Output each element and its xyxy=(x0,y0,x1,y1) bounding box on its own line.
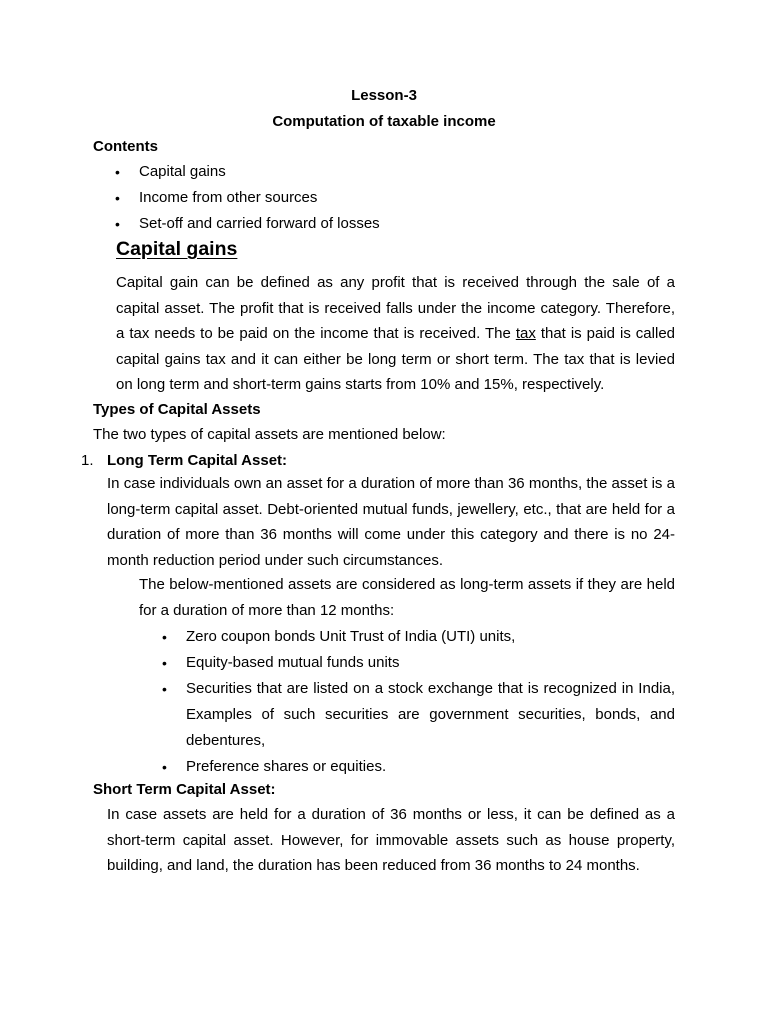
capital-gains-paragraph xyxy=(116,270,675,398)
capital-gains-text-2: that is paid is called capital gains tax and it can either be long term or short term. The tax that is levied on long term and short-term gains starts from 10% and 15%, respectively. xyxy=(116,325,676,393)
tax-link[interactable]: tax xyxy=(515,325,536,342)
lesson-label: Lesson-3 xyxy=(351,87,417,104)
long-term-paragraph: In case individuals own an asset for a duration of more than 36 months, the asset is a long-term capital asset. Debt-oriented mutual funds, jewellery, etc., that are held for a duration of more than 36 months will come under this category and there is no 24-month reduction period under such circumstances. xyxy=(107,475,675,569)
page-title: Computation of taxable income xyxy=(272,113,496,130)
capital-gains-heading: Capital gains xyxy=(116,238,238,260)
contents-item: • Set-off and carried forward of losses xyxy=(139,211,699,237)
long-term-heading: Long Term Capital Asset: xyxy=(107,452,288,469)
types-intro: The two types of capital assets are mentioned below: xyxy=(93,426,446,443)
short-term-heading: Short Term Capital Asset: xyxy=(93,781,276,798)
short-term-paragraph: In case assets are held for a duration of 36 months or less, it can be defined as a short-term capital asset. However, for immovable assets such as house property, building, and land, the duration has been reduced from 36 months to 24 months. xyxy=(107,806,675,874)
contents-list xyxy=(139,159,699,237)
list-item: • Securities that are listed on a stock exchange that is recognized in India, Examples of such securities are government securities, bonds, and debentures, xyxy=(186,676,675,754)
list-item: • Equity-based mutual funds units xyxy=(186,650,675,676)
list-item: • Preference shares or equities. xyxy=(186,754,675,780)
list-number: 1. xyxy=(81,452,94,469)
types-heading: Types of Capital Assets xyxy=(93,401,261,418)
list-item: • Zero coupon bonds Unit Trust of India (UTI) units, xyxy=(186,624,675,650)
contents-heading: Contents xyxy=(93,138,158,155)
contents-item: • Capital gains xyxy=(139,159,699,185)
contents-item: • Income from other sources xyxy=(139,185,699,211)
long-term-asset-list xyxy=(186,624,675,780)
capital-gains-text-1: Capital gain can be defined as any profit that is received through the sale of a capital asset. The profit that is received falls under the income category. Therefore, a tax needs to be paid on the income that is received. The xyxy=(116,274,675,342)
long-term-sub-paragraph: The below-mentioned assets are considered as long-term assets if they are held for a duration of more than 12 months: xyxy=(139,576,675,619)
